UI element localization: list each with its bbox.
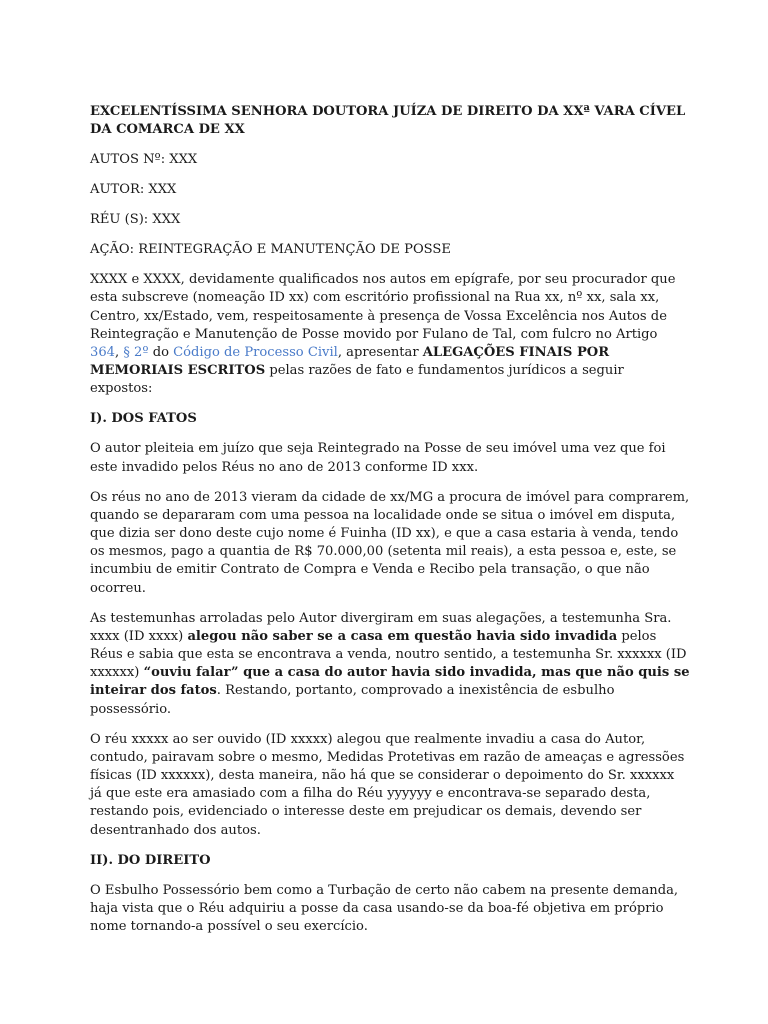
p3-bold-2: “ouviu falar” que a casa do autor havia sido invadida, mas que não quis se inteirar dos fatos	[90, 665, 690, 699]
reu-line: RÉU (S): XXX	[90, 212, 181, 228]
section-heading-fatos: I). DOS FATOS	[90, 411, 197, 427]
autos-line: AUTOS Nº: XXX	[90, 152, 198, 168]
p3-text-3: . Restando, portanto, comprovado a inexistência de esbulho possessório.	[90, 683, 615, 717]
paragraph-5: O Esbulho Possessório bem como a Turbação de certo não cabem na presente demanda, haja vista que o Réu adquiriu a posse da casa usando-se da boa-fé objetiva em próprio nome tornando-a possível o seu exercício.	[90, 882, 679, 935]
intro-text-3: , apresentar	[337, 345, 423, 361]
paragraph-4: O réu xxxxx ao ser ouvido (ID xxxxx) alegou que realmente invadiu a casa do Autor, contudo, pairavam sobre o mesmo, Medidas Protetivas em razão de ameaças e agressões físicas (ID xxxxxx), desta maneira, não há que se considerar o depoimento do Sr. xxxxxx já que este era amasiado com a filha do Réu yyyyyy e encontrava-se separado desta, restando pois, evidenciado o interesse deste em prejudicar os demais, devendo ser desentranhado dos autos.	[90, 731, 685, 838]
section-heading-direito: II). DO DIREITO	[90, 852, 211, 868]
intro-sep: ,	[115, 345, 124, 361]
autor-line: AUTOR: XXX	[90, 182, 177, 198]
acao-line: AÇÃO: REINTEGRAÇÃO E MANUTENÇÃO DE POSSE	[90, 242, 451, 258]
cpc-link[interactable]: Código de Processo Civil	[173, 345, 338, 361]
document-title: EXCELENTÍSSIMA SENHORA DOUTORA JUÍZA DE DIREITO DA XXª VARA CÍVEL DA COMARCA DE XX	[90, 104, 686, 138]
paragraph-2-link[interactable]: § 2º	[123, 345, 149, 361]
document-page	[90, 103, 690, 948]
paragraph-1: O autor pleiteia em juízo que seja Reintegrado na Posse de seu imóvel uma vez que foi este invadido pelos Réus no ano de 2013 conforme ID xxx.	[90, 441, 666, 475]
p3-bold-1: alegou não saber se a casa em questão havia sido invadida	[187, 628, 618, 644]
intro-text-2: do	[148, 345, 174, 361]
paragraph-3	[90, 610, 690, 719]
intro-text-4: pelas razões de fato e fundamentos jurídicos a seguir expostos:	[90, 363, 624, 397]
p3-text-1: As testemunhas arroladas pelo Autor divergiram em suas alegações, a testemunha Sra. xxxx (ID xxxx)	[90, 610, 672, 644]
paragraph-2: Os réus no ano de 2013 vieram da cidade de xx/MG a procura de imóvel para comprarem, quando se depararam com uma pessoa na localidade onde se situa o imóvel em disputa, que dizia ser dono deste cujo nome é Fuinha (ID xx), e que a casa estaria à venda, tendo os mesmos, pago a quantia de R$ 70.000,00 (setenta mil reais), a esta pessoa e, este, se incumbiu de emitir Contrato de Compra e Venda e Recibo pela transação, o que não ocorreu.	[90, 489, 690, 596]
intro-paragraph	[90, 271, 690, 398]
intro-bold: ALEGAÇÕES FINAIS POR MEMORIAIS ESCRITOS	[90, 345, 610, 379]
p3-text-2: pelos Réus e sabia que esta se encontrava a venda, noutro sentido, a testemunha Sr. xxxxxx (ID xxxxxx)	[90, 628, 687, 681]
intro-text-1: XXXX e XXXX, devidamente qualificados nos autos em epígrafe, por seu procurador que esta subscreve (nomeação ID xx) com escritório profissional na Rua xx, nº xx, sala xx, Centro, xx/Estado, vem, respeitosamente à presença de Vossa Excelência nos Autos de Reintegração e Manutenção de Posse movido por Fulano de Tal, com fulcro no Artigo	[90, 272, 676, 342]
article-364-link[interactable]: 364	[90, 345, 115, 361]
